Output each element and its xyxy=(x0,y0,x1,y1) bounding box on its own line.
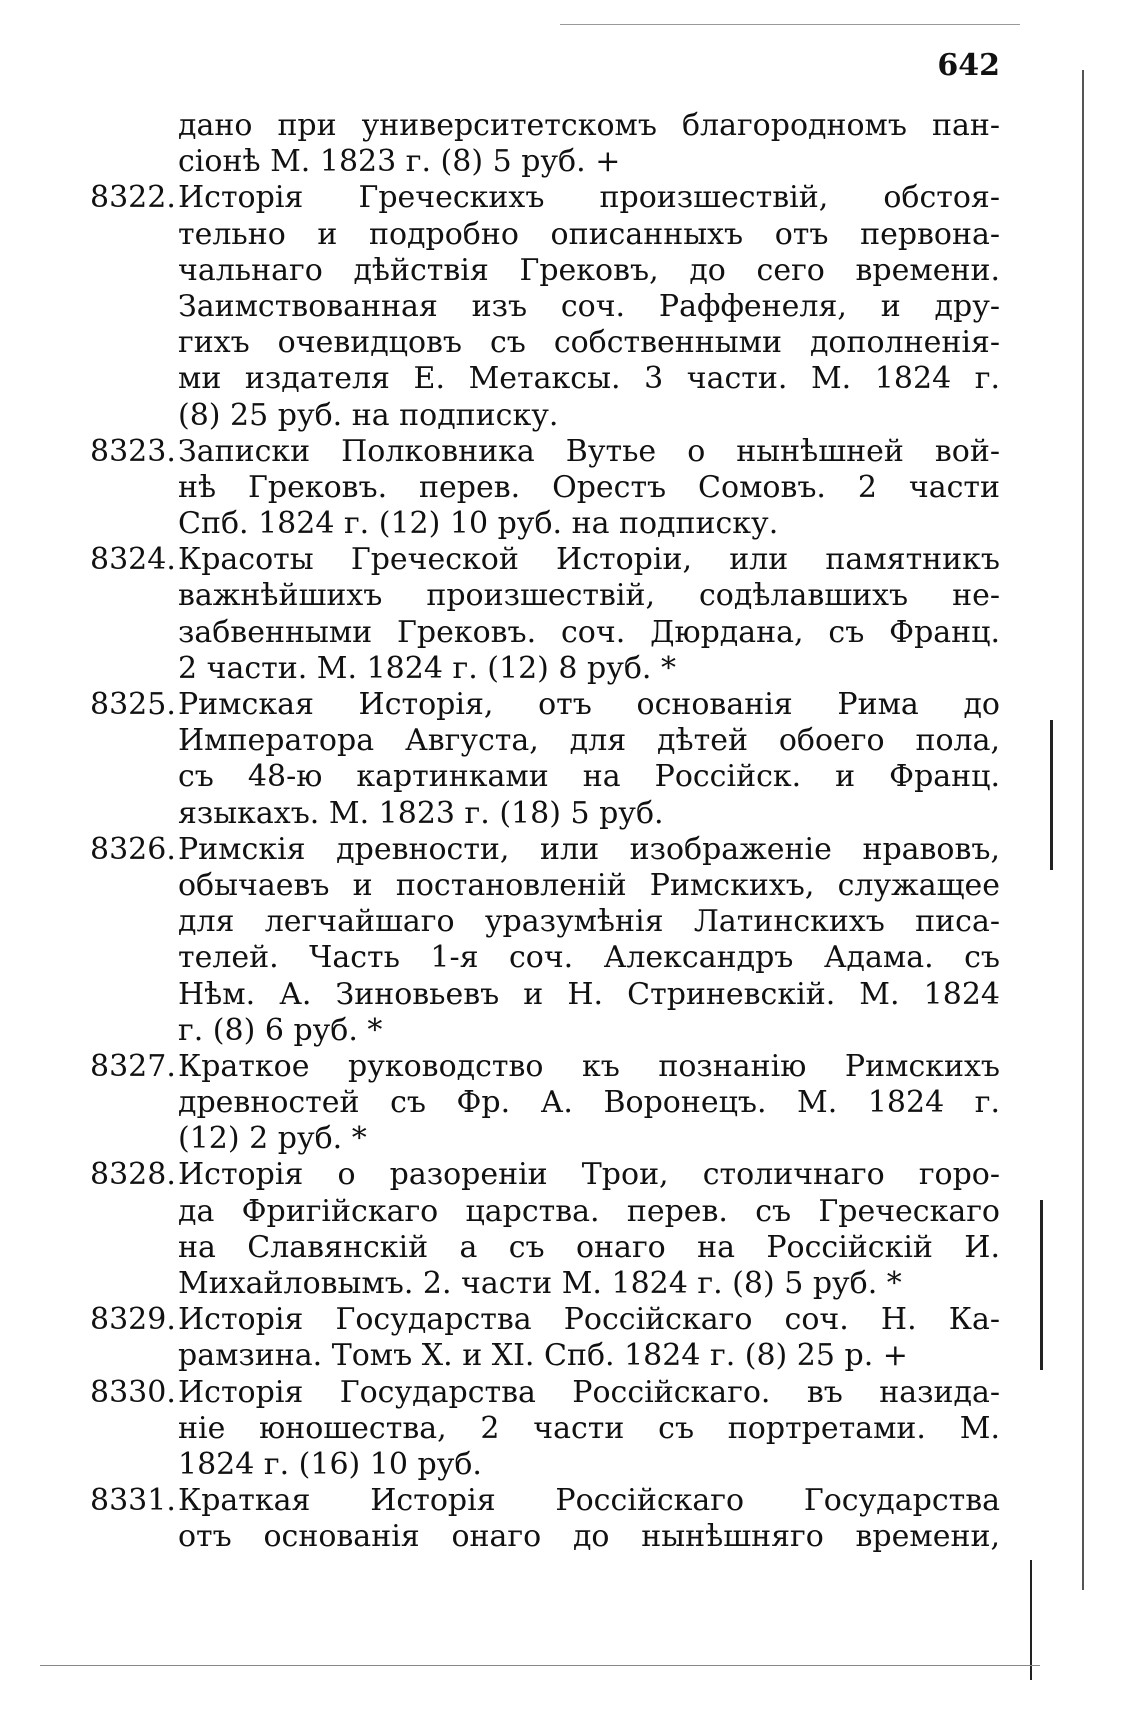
text-line: забвенными Грековъ. соч. Дюрдана, съ Франц. xyxy=(178,614,1000,650)
text-line xyxy=(90,1483,1000,1519)
text-line: сіонѣ М. 1823 г. (8) 5 руб. + xyxy=(178,144,621,180)
entry-number: 8326. xyxy=(90,831,176,867)
text-line xyxy=(90,1049,1000,1085)
entry-number: 8322. xyxy=(90,180,176,216)
entry-number: 8325. xyxy=(90,687,176,722)
text-line: Заимствованная изъ соч. Раффенеля, и дру- xyxy=(178,288,1000,324)
text-line: съ 48-ю картинками на Россійск. и Франц. xyxy=(178,759,1000,795)
text-line: чальнаго дѣйствія Грековъ, до сего времени. xyxy=(178,252,1000,288)
text-line: важнѣйшихъ произшествій, содѣлавшихъ не- xyxy=(178,578,1000,614)
text-line: телей. Часть 1-я соч. Александръ Адама. съ xyxy=(178,940,1000,976)
text-line: тельно и подробно описанныхъ отъ первона- xyxy=(178,216,1000,252)
text-line: г. (8) 6 руб. * xyxy=(178,1012,383,1048)
entry-text: Записки Полковника Вутье о нынѣшней вой- xyxy=(178,433,1000,469)
text-line: Михайловымъ. 2. части М. 1824 г. (8) 5 руб. * xyxy=(178,1266,902,1301)
text-line: (12) 2 руб. * xyxy=(178,1121,367,1157)
entry-text: Исторія Греческихъ произшествій, обстоя- xyxy=(178,180,1000,216)
text-line xyxy=(90,687,1000,723)
text-line: гихъ очевидцовъ съ собственными дополненія- xyxy=(178,325,1000,361)
page-number: 642 xyxy=(937,48,1000,83)
text-line xyxy=(90,1302,1000,1338)
entry-number: 8329. xyxy=(90,1302,176,1338)
text-line: да Фригійскаго царства. перев. съ Греческаго xyxy=(178,1193,1000,1229)
entry-number: 8331. xyxy=(90,1483,176,1519)
text-line: языкахъ. М. 1823 г. (18) 5 руб. xyxy=(178,795,664,831)
text-line: на Славянскій а съ онаго на Россійскій И. xyxy=(178,1229,1000,1265)
catalog-text xyxy=(90,108,1000,1556)
text-line xyxy=(90,1157,1000,1193)
text-line: (8) 25 руб. на подписку. xyxy=(178,397,559,433)
text-line xyxy=(90,180,1000,216)
entry-number: 8328. xyxy=(90,1157,176,1193)
entry-text: Исторія о разореніи Трои, столичнаго горо- xyxy=(178,1157,1000,1193)
entry-number: 8324. xyxy=(90,542,176,578)
text-line: 2 части. М. 1824 г. (12) 8 руб. * xyxy=(178,650,677,686)
text-line xyxy=(90,542,1000,578)
text-line: для легчайшаго уразумѣнія Латинскихъ писа- xyxy=(178,904,1000,940)
entry-text: Краткое руководство къ познанію Римскихъ xyxy=(178,1048,1000,1084)
text-line: Спб. 1824 г. (12) 10 руб. на подписку. xyxy=(178,506,779,542)
text-line: рамзина. Томъ X. и XI. Спб. 1824 г. (8) 25 р. + xyxy=(178,1338,908,1374)
text-line: обычаевъ и постановленій Римскихъ, служащее xyxy=(178,867,1000,903)
scan-bottom-rule xyxy=(40,1665,1040,1666)
text-line: Императора Августа, для дѣтей обоего пола, xyxy=(178,723,1000,759)
scan-edge-line xyxy=(1030,1560,1032,1680)
entry-text: Красоты Греческой Исторіи, или памятникъ xyxy=(178,542,1000,578)
text-line: отъ основанія онаго до нынѣшняго времени, xyxy=(178,1519,1000,1555)
entry-text: Исторія Государства Россійскаго соч. Н. Ка- xyxy=(178,1302,1000,1338)
entry-text: Исторія Государства Россійскаго. въ назида- xyxy=(178,1374,1000,1410)
text-line: 1824 г. (16) 10 руб. xyxy=(178,1446,482,1482)
scan-edge-line xyxy=(1040,1200,1043,1370)
text-line: ніе юношества, 2 части съ портретами. М. xyxy=(178,1410,1000,1446)
text-line: ми издателя Е. Метаксы. 3 части. М. 1824 г. xyxy=(178,361,1000,397)
text-line: Нѣм. А. Зиновьевъ и Н. Стриневскій. М. 1824 xyxy=(178,976,1000,1012)
entry-text: Римскія древности, или изображеніе нравовъ, xyxy=(178,831,1000,867)
text-line xyxy=(90,434,1000,470)
text-line xyxy=(90,832,1000,868)
scan-edge-line xyxy=(1050,720,1053,870)
text-line: нѣ Грековъ. перев. Орестъ Сомовъ. 2 части xyxy=(178,469,1000,505)
scan-top-rule xyxy=(560,24,1020,25)
text-line xyxy=(90,1375,1000,1411)
text-line: древностей съ Фр. А. Воронецъ. М. 1824 г. xyxy=(178,1085,1000,1121)
text-line: дано при университетскомъ благородномъ пан- xyxy=(178,108,1000,143)
entry-text: Римская Исторія, отъ основанія Рима до xyxy=(178,687,1000,722)
entry-number: 8327. xyxy=(90,1048,176,1084)
entry-text: Краткая Исторія Россійскаго Государства xyxy=(178,1483,1000,1519)
entry-number: 8330. xyxy=(90,1374,176,1410)
scan-edge-line xyxy=(1082,70,1084,1590)
entry-number: 8323. xyxy=(90,433,176,469)
